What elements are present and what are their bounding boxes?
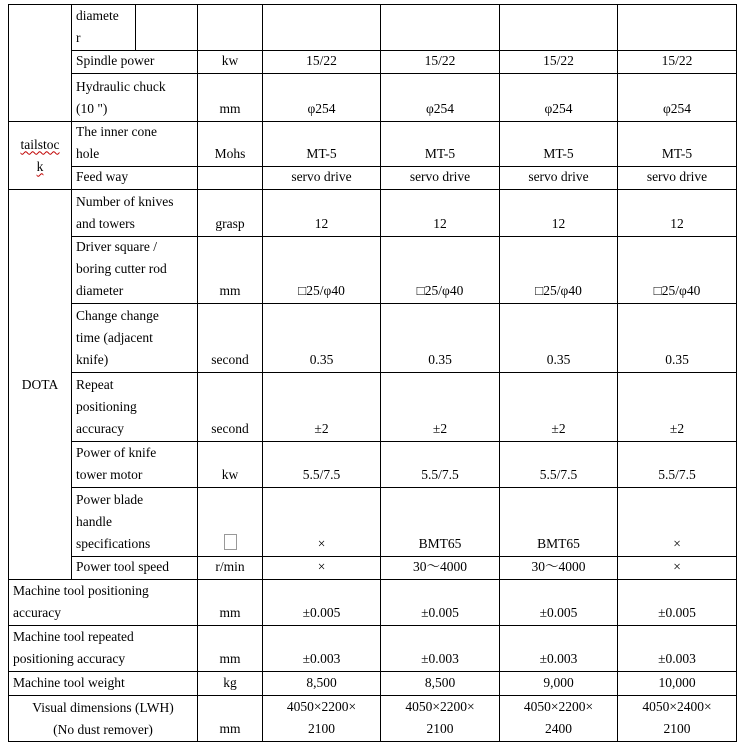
cell-text: 12 (551, 216, 566, 231)
cell-text: 0.35 (546, 352, 571, 367)
cell-text: ±0.003 (421, 651, 459, 666)
value-cell (500, 626, 617, 671)
value-cell (618, 167, 736, 189)
cell-text: mm (219, 605, 241, 620)
cell-text: 5.5/7.5 (302, 467, 341, 482)
cell-text: 2400 (545, 721, 572, 736)
cell-text: φ254 (662, 101, 692, 116)
unit-cell (198, 580, 262, 625)
grid-line (8, 741, 736, 742)
cell-text: second (211, 421, 249, 436)
cell-text: mm (219, 101, 241, 116)
value-cell (618, 488, 736, 556)
cell-text: ±0.005 (421, 605, 459, 620)
param-label (9, 672, 197, 695)
cell-text: Mohs (214, 146, 246, 161)
cell-text: Number of knives (76, 194, 174, 209)
cell-text: ±2 (669, 421, 685, 436)
value-cell (500, 74, 617, 121)
unit-cell (198, 237, 262, 303)
value-cell (263, 167, 380, 189)
cell-text: accuracy (76, 421, 124, 436)
value-cell (618, 190, 736, 236)
cell-text: r (76, 30, 81, 45)
section-label-dota (9, 190, 71, 579)
value-cell (381, 373, 499, 441)
cell-text: positioning accuracy (13, 651, 126, 666)
value-cell (500, 237, 617, 303)
value-cell (500, 190, 617, 236)
cell-text: Machine tool repeated (13, 629, 134, 644)
value-cell (263, 190, 380, 236)
value-cell (500, 51, 617, 73)
value-cell (381, 580, 499, 625)
value-cell (618, 237, 736, 303)
unit-cell (198, 304, 262, 372)
cell-text: diameter (76, 283, 124, 298)
value-cell (618, 51, 736, 73)
grid-line (736, 4, 737, 742)
cell-text: servo drive (291, 169, 352, 184)
value-cell (381, 167, 499, 189)
value-cell (618, 696, 736, 741)
cell-text: MT-5 (424, 146, 456, 161)
cell-text: MT-5 (306, 146, 337, 161)
cell-text: 12 (433, 216, 447, 231)
cell-text: ±0.003 (302, 651, 341, 666)
cell-text: knife) (76, 352, 109, 367)
cell-text: tailstoc (20, 136, 60, 152)
value-cell (381, 696, 499, 741)
value-cell (381, 557, 499, 579)
cell-text: accuracy (13, 605, 61, 620)
unit-cell (198, 167, 262, 189)
cell-text: servo drive (409, 169, 471, 184)
value-cell (618, 74, 736, 121)
value-cell (618, 373, 736, 441)
cell-text: Hydraulic chuck (76, 79, 166, 94)
unit-cell (198, 190, 262, 236)
unit-cell (198, 672, 262, 695)
cell-text: hole (76, 146, 100, 161)
value-cell (618, 580, 736, 625)
cell-text: DOTA (21, 376, 59, 392)
cell-text: BMT65 (537, 536, 580, 551)
cell-text: diamete (76, 8, 119, 23)
unit-cell (198, 122, 262, 166)
cell-text: second (211, 352, 249, 367)
value-cell (263, 237, 380, 303)
cell-text: Spindle power (76, 53, 155, 68)
value-cell (500, 167, 617, 189)
value-cell (381, 74, 499, 121)
param-label (72, 74, 197, 121)
cell-text: (10 ") (76, 101, 108, 116)
cell-text: 5.5/7.5 (421, 467, 459, 482)
cell-text: ±0.003 (658, 651, 696, 666)
cell-text: Machine tool weight (13, 675, 125, 690)
cell-text: 8,500 (306, 675, 337, 690)
cell-text: ±2 (314, 421, 329, 436)
value-cell (263, 74, 380, 121)
cell-text: 15/22 (661, 53, 693, 68)
param-label (9, 580, 197, 625)
value-cell (500, 672, 617, 695)
cell-text: Power of knife (76, 445, 157, 460)
value-cell (381, 672, 499, 695)
cell-text: ±0.003 (539, 651, 578, 666)
value-cell (263, 442, 380, 487)
unit-cell (198, 442, 262, 487)
cell-text: r/min (215, 559, 245, 574)
param-label (72, 488, 197, 556)
cell-text: Repeat (76, 377, 114, 392)
section-label-tailstock (9, 122, 71, 189)
cell-text: mm (219, 283, 241, 298)
cell-text: 4050×2200× (523, 699, 594, 714)
cell-text: 15/22 (424, 53, 456, 68)
value-cell (381, 237, 499, 303)
param-label (72, 167, 197, 189)
unit-cell (198, 488, 262, 556)
cell-text: ±2 (551, 421, 566, 436)
value-cell (381, 442, 499, 487)
unit-cell (198, 696, 262, 741)
value-cell (618, 304, 736, 372)
unit-cell (198, 626, 262, 671)
cell-text: × (317, 536, 326, 551)
cell-text: φ254 (544, 101, 573, 116)
value-cell (263, 122, 380, 166)
cell-text: 5.5/7.5 (658, 467, 696, 482)
cell-text: × (673, 536, 681, 551)
cell-text: k (36, 158, 44, 174)
param-label (9, 626, 197, 671)
param-label (72, 51, 197, 73)
param-label (72, 237, 197, 303)
value-cell (500, 442, 617, 487)
cell-text: kw (221, 467, 239, 482)
cell-text: 30～4000 (413, 559, 467, 574)
cell-text: tower motor (76, 467, 143, 482)
cell-text: 8,500 (424, 675, 456, 690)
value-cell (618, 626, 736, 671)
cell-text: □25/φ40 (416, 283, 464, 298)
unit-cell (198, 51, 262, 73)
value-cell (263, 51, 380, 73)
value-cell (263, 626, 380, 671)
cell-text: MT-5 (543, 146, 574, 161)
cell-text: MT-5 (661, 146, 693, 161)
value-cell (500, 304, 617, 372)
unit-cell (198, 5, 262, 50)
cell-text: 12 (670, 216, 684, 231)
cell-text: ±0.005 (302, 605, 341, 620)
cell-text: servo drive (528, 169, 589, 184)
value-cell (618, 442, 736, 487)
cell-text: grasp (215, 216, 245, 231)
cell-text: 0.35 (309, 352, 334, 367)
cell-text: mm (219, 651, 241, 666)
cell-text: 0.35 (665, 352, 689, 367)
cell-text: Visual dimensions (LWH) (32, 699, 174, 715)
value-cell (263, 488, 380, 556)
value-cell (381, 304, 499, 372)
value-cell (500, 122, 617, 166)
cell-text: ±0.005 (539, 605, 578, 620)
cell-text: 30～4000 (531, 559, 586, 574)
cell-text: 2100 (663, 721, 691, 736)
value-cell (263, 373, 380, 441)
cell-text: 15/22 (543, 53, 574, 68)
cell-text: 4050×2200× (286, 699, 357, 714)
param-label (72, 122, 197, 166)
cell-text: Change change (76, 308, 159, 323)
param-label (72, 373, 197, 441)
cell-text: handle (76, 514, 112, 529)
cell-text: 2100 (426, 721, 454, 736)
cell-text: Feed way (76, 169, 129, 184)
checkbox-icon (224, 534, 237, 550)
value-cell (618, 122, 736, 166)
cell-text: mm (219, 721, 241, 736)
cell-text: ±2 (432, 421, 448, 436)
param-label (72, 190, 197, 236)
value-cell (500, 696, 617, 741)
value-cell (263, 672, 380, 695)
cell-text: 4050×2400× (642, 699, 712, 714)
value-cell (263, 696, 380, 741)
value-cell (381, 51, 499, 73)
value-cell (381, 488, 499, 556)
value-cell (381, 190, 499, 236)
value-cell (381, 626, 499, 671)
cell-text: 0.35 (428, 352, 452, 367)
cell-text: boring cutter rod (76, 261, 167, 276)
cell-text: positioning (76, 399, 137, 414)
value-cell (500, 373, 617, 441)
param-label (72, 442, 197, 487)
cell-text: □25/φ40 (653, 283, 701, 298)
cell-text: kw (221, 53, 239, 68)
cell-text: The inner cone (76, 124, 157, 139)
cell-text: 15/22 (306, 53, 337, 68)
cell-text: specifications (76, 536, 151, 551)
cell-text: □25/φ40 (298, 283, 345, 298)
param-label (72, 5, 135, 50)
cell-text: servo drive (646, 169, 708, 184)
cell-text: kg (223, 675, 237, 690)
value-cell (500, 5, 617, 50)
cell-text: (No dust remover) (53, 721, 153, 737)
cell-text: φ254 (307, 101, 336, 116)
cell-text: 9,000 (543, 675, 574, 690)
cell-text: 4050×2200× (405, 699, 475, 714)
cell-text: φ254 (425, 101, 455, 116)
cell-text: Power blade (76, 492, 144, 507)
value-cell (263, 557, 380, 579)
cell-text: Machine tool positioning (13, 583, 149, 598)
unit-cell (198, 373, 262, 441)
cell-text: time (adjacent (76, 330, 153, 345)
cell-text: and towers (76, 216, 135, 231)
cell-text: Driver square / (76, 239, 157, 254)
param-label (72, 557, 197, 579)
value-cell (500, 488, 617, 556)
value-cell (263, 304, 380, 372)
cell-text: × (673, 559, 681, 574)
value-cell (381, 122, 499, 166)
unit-cell (198, 74, 262, 121)
cell-text: 5.5/7.5 (539, 467, 578, 482)
cell-text: 10,000 (658, 675, 696, 690)
value-cell (263, 5, 380, 50)
cell-text: Power tool speed (76, 559, 169, 574)
cell-text: ±0.005 (658, 605, 696, 620)
value-cell (500, 557, 617, 579)
cell-text: □25/φ40 (535, 283, 582, 298)
value-cell (618, 672, 736, 695)
unit-cell (198, 557, 262, 579)
cell-text: 2100 (308, 721, 335, 736)
value-cell (618, 557, 736, 579)
param-label (72, 304, 197, 372)
value-cell (500, 580, 617, 625)
cell-text: × (317, 559, 326, 574)
value-cell (618, 5, 736, 50)
cell-text: BMT65 (418, 536, 462, 551)
cell-text: 12 (314, 216, 329, 231)
value-cell (263, 580, 380, 625)
grid-line (135, 4, 136, 50)
param-label (9, 696, 197, 741)
value-cell (381, 5, 499, 50)
